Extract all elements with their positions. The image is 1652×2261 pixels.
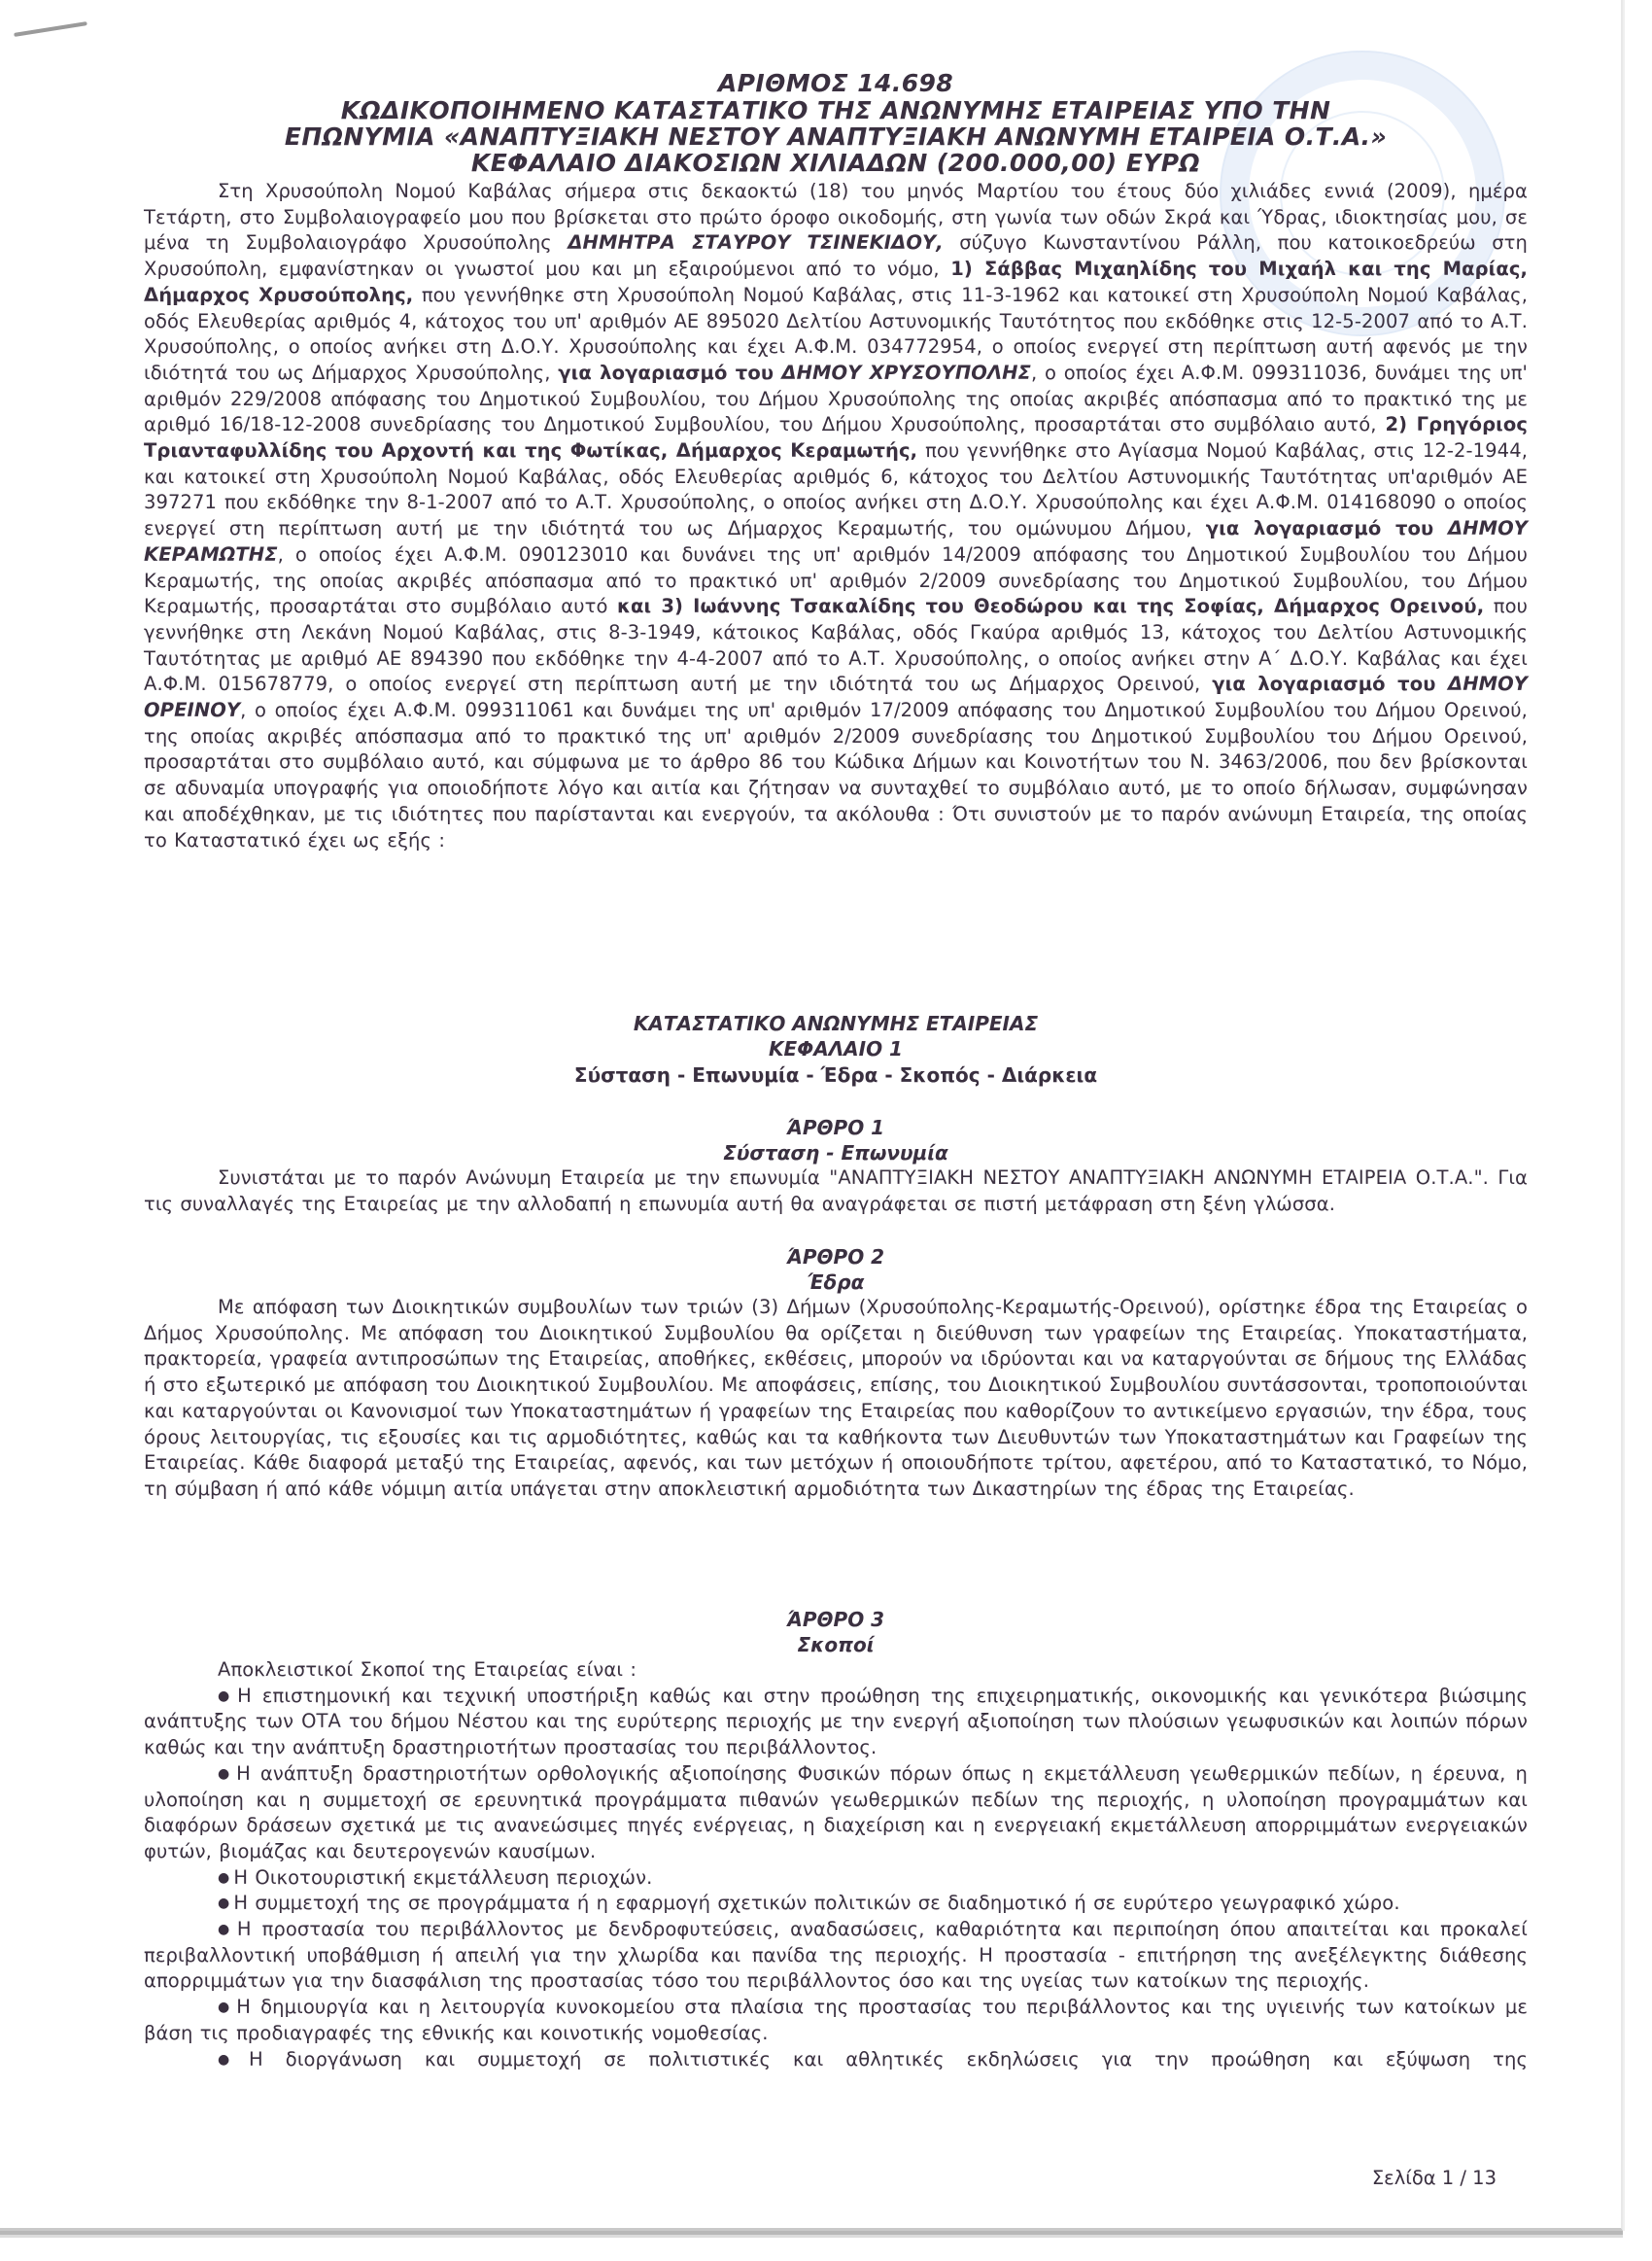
list-item bbox=[144, 1865, 1528, 1892]
bullet-icon: ● bbox=[218, 2051, 246, 2068]
bullet-icon: ● bbox=[218, 1765, 233, 1782]
account-2-name: ΔΗΜΟΥ ΚΕΡΑΜΩΤΗΣ bbox=[144, 517, 1528, 566]
preamble-text: , ο οποίος έχει Α.Φ.Μ. 099311061 και δυνάμει της υπ' αριθμόν 17/2009 απόφασης του Δημοτικού Συμβουλίου του Δήμου Ορεινού, της οποίας ακριβές απόσπασμα από το πρακτικό της υπ' αριθμόν 2/2009 συνεδρίασης του Δημοτικού Συμβουλίου του Δήμου Ορεινού, προσαρτάται στο συμβόλαιο αυτό, και σύμφωνα με το άρθρο 86 του Κώδικα Δήμων και Κοινοτήτων του Ν. 3463/2006, που δεν βρίσκονται σε αδυναμία υπογραφής για οποιοδήποτε λόγο και αιτία και ζήτησαν να συνταχθεί το συμβόλαιο αυτό, με το οποίο δήλωσαν, συμφώνησαν και αποδέχθηκαν, με τις ιδιότητες που παρίστανται και ενεργούν, τα ακόλουθα : Ότι συνιστούν με το παρόν ανώνυμη Εταιρεία, της οποίας το Καταστατικό έχει ως εξής : bbox=[144, 699, 1528, 852]
article-1-title: Σύσταση - Επωνυμία bbox=[723, 1141, 948, 1165]
list-item-text: Η συμμετοχή της σε προγράμματα ή η εφαρμογή σχετικών πολιτικών σε διαδημοτικό ή σε ευρύτερο γεωγραφικό χώρο. bbox=[233, 1892, 1400, 1915]
preamble-paragraph bbox=[144, 179, 1528, 853]
list-item-text: Η ανάπτυξη δραστηριοτήτων ορθολογικής αξιοποίησης Φυσικών πόρων όπως η εκμετάλλευση γεωθερμικών πεδίων, η έρευνα, η υλοποίηση και η συμμετοχή σε ερευνητικά προγράμματα πιθανών γεωθερμικών πεδίων της περιοχής, η υλοποίηση προγραμμάτων και διαφόρων δράσεων σχετικά με τις ανανεώσιμες πηγές ενέργειας, η διαχείριση και η ενεργειακή εκμετάλλευση απορριμμάτων ενεργειακών φυτών, βιομάζας και δευτερογενών καυσίμων. bbox=[144, 1761, 1528, 1862]
chapter-subtitle: Σύσταση - Επωνυμία - Έδρα - Σκοπός - Διάρκεια bbox=[573, 1063, 1098, 1087]
bullet-icon: ● bbox=[218, 2000, 233, 2016]
list-item bbox=[144, 1891, 1528, 1917]
document-title-line-2: ΕΠΩΝΥΜΙΑ «ΑΝΑΠΤΥΞΙΑΚΗ ΝΕΣΤΟΥ ΑΝΑΠΤΥΞΙΑΚΗ ΑΝΩΝΥΜΗ ΕΤΑΙΡΕΙΑ Ο.Τ.Α.» bbox=[284, 122, 1388, 151]
account-3-name: ΔΗΜΟΥ ΟΡΕΙΝΟΥ bbox=[144, 673, 1529, 722]
list-item bbox=[144, 1995, 1528, 2046]
list-item bbox=[144, 1917, 1528, 1995]
bullet-icon: ● bbox=[218, 1896, 230, 1912]
preamble-text: που γεννήθηκε στη Χρυσούπολη Νομού Καβάλας, στις 11-3-1962 και κατοικεί στη Χρυσούπολη Νομού Καβάλας, οδός Ελευθερίας αριθμός 4, κάτοχος του υπ' αριθμόν ΑΕ 895020 Δελτίου Αστυνομικής Ταυτότητος που εκδόθηκε στις 12-5-2007 από το Α.Τ. Χρυσούπολης, ο οποίος ανήκει στη Δ.Ο.Υ. Χρυσούπολης και έχει Α.Φ.Μ. 034772954, ο οποίος ενεργεί στη περίπτωση αυτή αφενός με την ιδιότητά του ως Δήμαρχος Χρυσούπολης, bbox=[144, 283, 1528, 384]
article-3-title: Σκοποί bbox=[797, 1633, 875, 1656]
preamble-text: που γεννήθηκε στη Λεκάνη Νομού Καβάλας, στις 8-3-1949, κάτοικος Καβάλας, οδός Γκαύρα αριθμός 13, κάτοχος του Δελτίου Αστυνομικής Ταυτότητας με αριθμό ΑΕ 894390 που εκδόθηκε την 4-4-2007 από το Α.Τ. Χρυσούπολης, ο οποίος ανήκει στην Α΄ Δ.Ο.Υ. Καβάλας και έχει Α.Φ.Μ. 015678779, ο οποίος ενεργεί στη περίπτωση αυτή με την ιδιότητά του ως Δήμαρχος Ορεινού, bbox=[144, 595, 1528, 696]
bullet-icon: ● bbox=[218, 1869, 230, 1886]
account-2-prefix: για λογαριασμό του bbox=[1205, 517, 1448, 540]
statute-heading: ΚΑΤΑΣΤΑΤΙΚΟ ΑΝΩΝΥΜΗΣ ΕΤΑΙΡΕΙΑΣ bbox=[633, 1012, 1039, 1035]
list-item-text: Η επιστημονική και τεχνική υποστήριξη καθώς και στην προώθηση της επιχειρηματικής, οικονομικής και γενικότερα βιώσιμης ανάπτυξης των ΟΤΑ του δήμου Νέστου και της ευρύτερης περιοχής με την ενεργή αξιοποίηση των πλούσιων γεωφυσικών και λοιπών πόρων καθώς και την ανάπτυξη δραστηριοτήτων προστασίας του περιβάλλοντος. bbox=[144, 1684, 1528, 1759]
list-item-text: Η δημιουργία και η λειτουργία κυνοκομείου στα πλαίσια της προστασίας του περιβάλλοντος και της υγιεινής των κατοίκων με βάση τις προδιαγραφές της εθνικής και κοινοτικής νομοθεσίας. bbox=[144, 1996, 1528, 2044]
list-item bbox=[144, 2047, 1528, 2073]
pen-mark bbox=[14, 21, 87, 37]
document-title-capital: ΚΕΦΑΛΑΙΟ ΔΙΑΚΟΣΙΩΝ ΧΙΛΙΑΔΩΝ (200.000,00) ΕΥΡΩ bbox=[470, 149, 1201, 177]
notary-name: ΔΗΜΗΤΡΑ ΣΤΑΥΡΟΥ ΤΣΙΝΕΚΙΔΟΥ, bbox=[568, 231, 944, 255]
document-number: ΑΡΙΘΜΟΣ 14.698 bbox=[717, 69, 954, 97]
bullet-icon: ● bbox=[218, 1922, 233, 1938]
preamble-text: , ο οποίος έχει Α.Φ.Μ. 099311036, δυνάμει της υπ' αριθμόν 229/2008 απόφασης του Δημοτικού Συμβουλίου, του Δήμου Χρυσούπολης της οποίας ακριβές απόσπασμα από το πρακτικό της με αριθμό 16/18-12-2008 συνεδρίασης του Δημοτικού Συμβουλίου, του Δήμου Χρυσούπολης, προσαρτάται στο συμβόλαιο αυτό, bbox=[144, 361, 1528, 436]
list-item-text: Η προστασία του περιβάλλοντος με δενδροφυτεύσεις, αναδασώσεις, καθαριότητα και περιποίηση όπου απαιτείται και προκαλεί περιβαλλοντική υποβάθμιση ή απειλή για την χλωρίδα και πανίδα της περιοχής. Η προστασία - επιτήρηση της ανεξέλεγκτης διάθεσης απορριμμάτων για την διασφάλιση της προστασίας τόσο του περιβάλλοντος όσο και της υγείας των κατοίκων της περιοχής. bbox=[144, 1918, 1528, 1993]
article-3-intro: Αποκλειστικοί Σκοποί της Εταιρείας είναι : bbox=[218, 1658, 637, 1681]
bullet-icon: ● bbox=[218, 1687, 234, 1704]
list-item bbox=[144, 1684, 1528, 1761]
account-1-name: ΔΗΜΟΥ ΧΡΥΣΟΥΠΟΛΗΣ bbox=[781, 361, 1031, 384]
article-1-text: Συνιστάται με το παρόν Ανώνυμη Εταιρεία με την επωνυμία "ΑΝΑΠΤΥΞΙΑΚΗ ΝΕΣΤΟΥ ΑΝΑΠΤΥΞΙΑΚΗ ΑΝΩΝΥΜΗ ΕΤΑΙΡΕΙΑ Ο.Τ.Α.". Για τις συναλλαγές της Εταιρείας με την αλλοδαπή η επωνυμία αυτή θα αναγράφεται σε πιστή μετάφραση στη ξένη γλώσσα. bbox=[144, 1166, 1528, 1215]
preamble-text: Στη Χρυσούπολη Νομού Καβάλας σήμερα στις δεκαοκτώ (18) του μηνός Μαρτίου του έτους δύο χιλιάδες εννιά (2009), ημέρα Τετάρτη, στο Συμβολαιογραφείο μου που βρίσκεται στο πρώτο όροφο οικοδομής, στη γωνία των οδών Σκρά και Ύδρας, ιδιοκτησίας μου, σε μένα τη Συμβολαιογράφο Χρυσούπολης bbox=[144, 180, 1528, 255]
chapter-heading: ΚΕΦΑΛΑΙΟ 1 bbox=[769, 1037, 903, 1061]
list-item bbox=[144, 1761, 1528, 1865]
list-item-text: Η Οικοτουριστική εκμετάλλευση περιοχών. bbox=[233, 1865, 653, 1889]
party-3-name: και 3) Ιωάννης Τσακαλίδης του Θεοδώρου και της Σοφίας, Δήμαρχος Ορεινού, bbox=[617, 595, 1485, 618]
party-1-name: 1) Σάββας Μιχαηλίδης του Μιχαήλ και της Μαρίας, Δήμαρχος Χρυσούπολης, bbox=[144, 258, 1528, 306]
document-title-line-1: ΚΩΔΙΚΟΠΟΙΗΜΕΝΟ ΚΑΤΑΣΤΑΤΙΚΟ ΤΗΣ ΑΝΩΝΥΜΗΣ ΕΤΑΙΡΕΙΑΣ ΥΠΟ ΤΗΝ bbox=[340, 96, 1331, 124]
preamble-text: σύζυγο Κωνσταντίνου Ράλλη, που κατοικοεδρεύω στη Χρυσούπολη, εμφανίστηκαν οι γνωστοί μου και μη εξαιρούμενοι από το νόμο, bbox=[144, 231, 1528, 281]
article-2-title: Έδρα bbox=[807, 1270, 865, 1294]
article-3-body bbox=[144, 1657, 1528, 2072]
preamble-text: , ο οποίος έχει Α.Φ.Μ. 090123010 και δυνάνει της υπ' αριθμόν 14/2009 απόφασης του Δημοτικού Συμβουλίου του Δήμου Κεραμωτής, της οποίας ακριβές απόσπασμα από το πρακτικό υπ' αριθμόν 2/2009 συνεδρίασης του Δημοτικού Συμβουλίου, του Δήμου Κεραμωτής, προσαρτάται στο συμβόλαιο αυτό bbox=[144, 542, 1528, 618]
account-1-prefix: για λογαριασμό του bbox=[558, 361, 782, 384]
article-3-number: ΆΡΘΡΟ 3 bbox=[786, 1608, 885, 1631]
preamble-text: που γεννήθηκε στο Αγίασμα Νομού Καβάλας, στις 12-2-1944, και κατοικεί στη Χρυσούπολη Νομού Καβάλας, οδός Ελευθερίας αριθμός 6, κάτοχος του Δελτίου Αστυνομικής Ταυτότητας υπ'αριθμόν ΑΕ 397271 που εκδόθηκε την 8-1-2007 από το Α.Τ. Χρυσούπολης, ο οποίος ανήκει στη Δ.Ο.Υ. Χρυσούπολης και έχει Α.Φ.Μ. 014168090 ο οποίος ενεργεί στη περίπτωση αυτή με την ιδιότητά του ως Δήμαρχος Κεραμωτής, του ομώνυμου Δήμου, bbox=[144, 439, 1528, 540]
list-item-text: Η διοργάνωση και συμμετοχή σε πολιτιστικές και αθλητικές εκδηλώσεις για την προώθηση και εξύψωση της bbox=[249, 2047, 1528, 2070]
party-2-name: 2) Γρηγόριος Τριανταφυλλίδης του Αρχοντή και της Φωτίκας, Δήμαρχος Κεραμωτής, bbox=[144, 413, 1528, 463]
page-number: Σελίδα 1 / 13 bbox=[1371, 2167, 1497, 2189]
account-3-prefix: για λογαριασμό του bbox=[1212, 673, 1448, 696]
article-1-number: ΆΡΘΡΟ 1 bbox=[786, 1116, 885, 1139]
article-2-number: ΆΡΘΡΟ 2 bbox=[786, 1245, 885, 1269]
article-2-text: Με απόφαση των Διοικητικών συμβουλίων των τριών (3) Δήμων (Χρυσούπολης-Κεραμωτής-Ορεινού), ορίστηκε έδρα της Εταιρείας ο Δήμος Χρυσούπολης. Με απόφαση του Διοικητικού Συμβουλίου θα ορίζεται η διεύθυνση των γραφείων της Εταιρείας. Υποκαταστήματα, πρακτορεία, γραφεία αντιπροσώπων της Εταιρείας, αποθήκες, εκθέσεις, μπορούν να ιδρύονται και να καταργούνται σε δήμους της Ελλάδας ή στο εξωτερικό με απόφαση του Διοικητικού Συμβουλίου. Με αποφάσεις, επίσης, του Διοικητικού Συμβουλίου συντάσσονται, τροποποιούνται και καταργούνται οι Κανονισμοί των Υποκαταστημάτων ή γραφείων της Εταιρείας που καθορίζουν το αντικείμενο εργασιών, την έδρα, τους όρους λειτουργίας, τις εξουσίες και τις αρμοδιότητες, καθώς και τα καθήκοντα των Διευθυντών των Υποκαταστημάτων και Γραφείων της Εταιρείας. Κάθε διαφορά μεταξύ της Εταιρείας, αφενός, και των μετόχων ή οποιουδήποτε τρίτου, αφετέρου, από το Καταστατικό, το Νόμο, τη σύμβαση ή από κάθε νόμιμη αιτία υπάγεται στην αποκλειστική αρμοδιότητα των Δικαστηρίων της έδρας της Εταιρείας. bbox=[144, 1296, 1528, 1500]
